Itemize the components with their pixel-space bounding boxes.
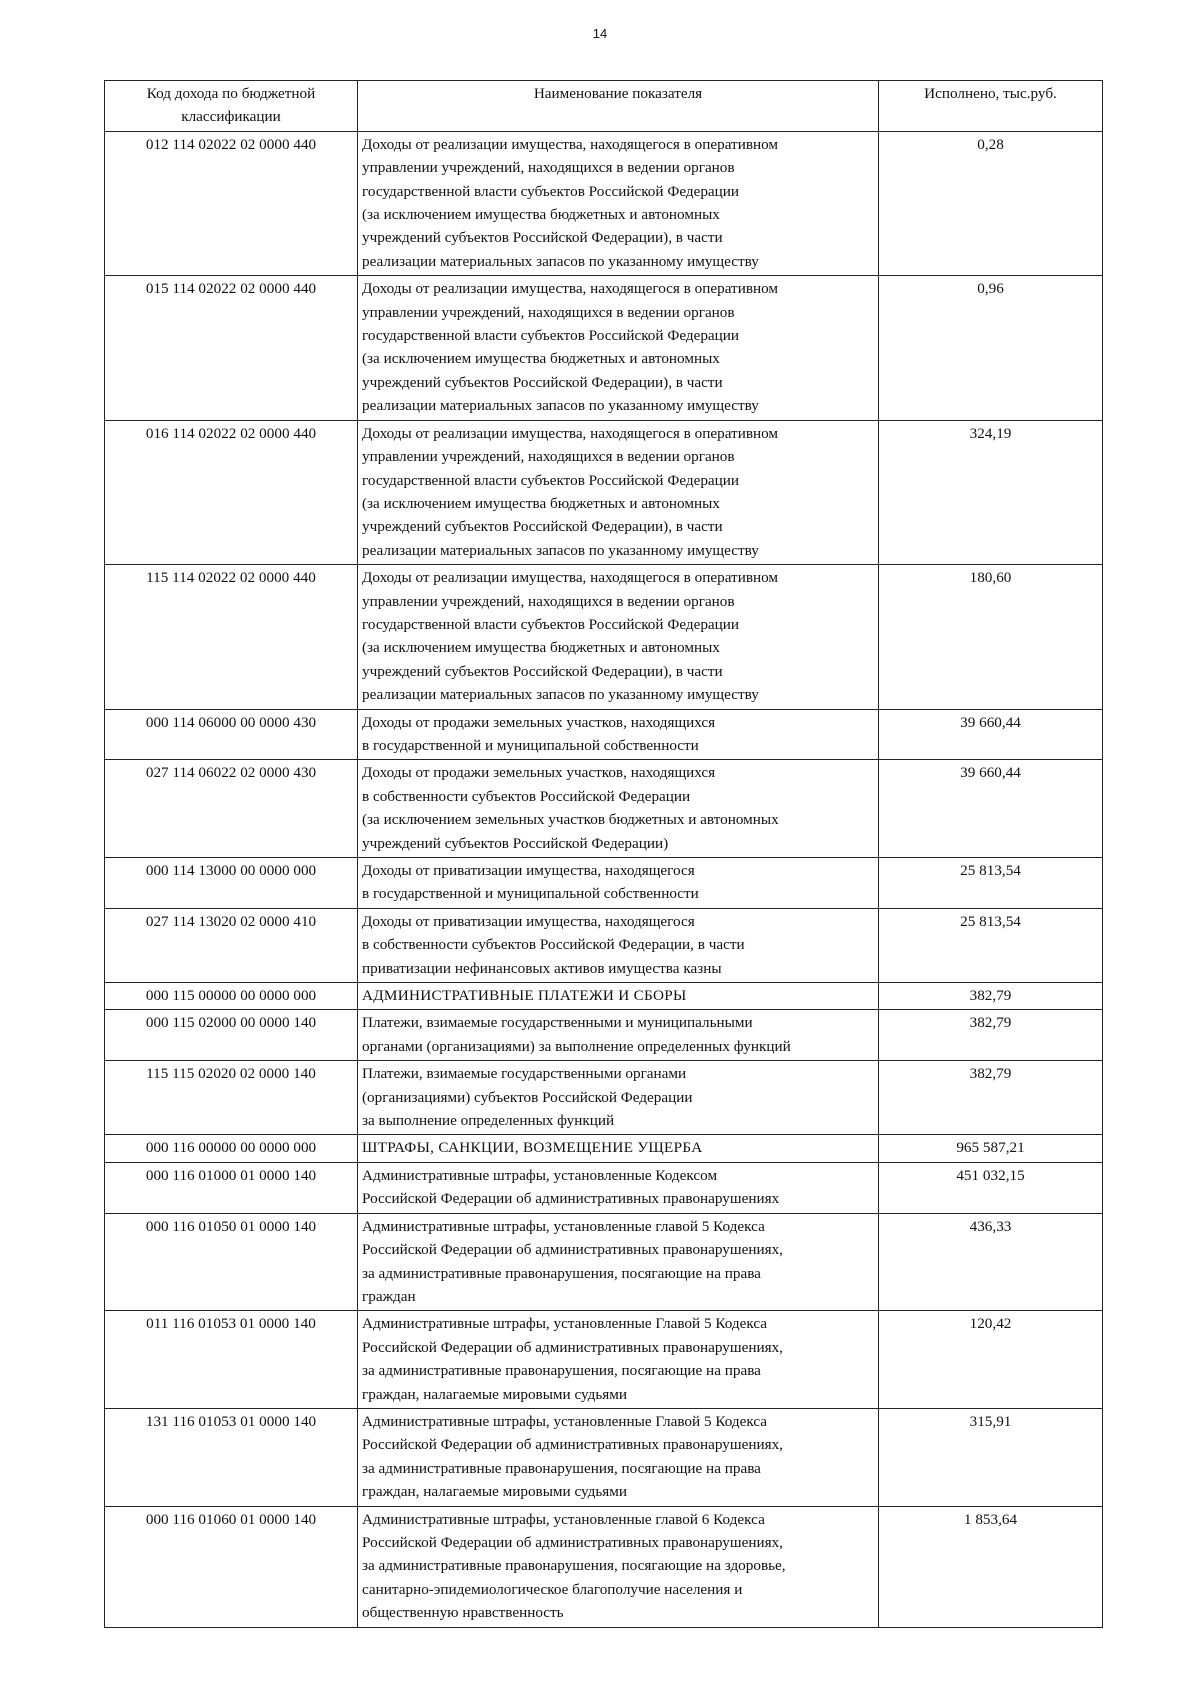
table-row [105,709,1103,760]
row-code: 011 116 01053 01 0000 140 [105,1311,358,1409]
row-value: 382,79 [879,1010,1103,1061]
header-name: Наименование показателя [358,81,879,132]
header-value: Исполнено, тыс.руб. [879,81,1103,132]
row-name: Доходы от продажи земельных участков, находящихся в собственности субъектов Российской Федерации (за исключением земельных участков бюджетных и автономных учреждений субъектов Российской Федерации) [358,760,879,858]
table-row [105,1010,1103,1061]
row-value: 0,96 [879,276,1103,420]
row-code: 115 114 02022 02 0000 440 [105,565,358,709]
row-name: Доходы от реализации имущества, находящегося в оперативном управлении учреждений, находящихся в ведении органов государственной власти субъектов Российской Федерации (за исключением имущества бюджетных и автономных учреждений субъектов Российской Федерации), в части реализации материальных запасов по указанному имуществу [358,565,879,709]
row-value: 25 813,54 [879,858,1103,909]
row-value: 451 032,15 [879,1162,1103,1213]
row-value: 120,42 [879,1311,1103,1409]
table-body [105,131,1103,1627]
row-name: Доходы от реализации имущества, находящегося в оперативном управлении учреждений, находящихся в ведении органов государственной власти субъектов Российской Федерации (за исключением имущества бюджетных и автономных учреждений субъектов Российской Федерации), в части реализации материальных запасов по указанному имуществу [358,420,879,564]
row-code: 000 114 13000 00 0000 000 [105,858,358,909]
table-row [105,1311,1103,1409]
table-header-row [105,81,1103,132]
row-name: Административные штрафы, установленные Главой 5 Кодекса Российской Федерации об административных правонарушениях, за административные правонарушения, посягающие на права граждан, налагаемые мировыми судьями [358,1408,879,1506]
row-name: ШТРАФЫ, САНКЦИИ, ВОЗМЕЩЕНИЕ УЩЕРБА [358,1135,879,1162]
row-value: 0,28 [879,131,1103,275]
row-name: Платежи, взимаемые государственными и муниципальными органами (организациями) за выполнение определенных функций [358,1010,879,1061]
row-code: 000 116 01050 01 0000 140 [105,1213,358,1311]
row-value: 382,79 [879,983,1103,1010]
row-name: Административные штрафы, установленные Кодексом Российской Федерации об административных правонарушениях [358,1162,879,1213]
table-row [105,1135,1103,1162]
row-value: 180,60 [879,565,1103,709]
table-row [105,1408,1103,1506]
row-value: 324,19 [879,420,1103,564]
page-number: 14 [592,26,608,41]
table-row [105,131,1103,275]
row-code: 115 115 02020 02 0000 140 [105,1061,358,1135]
table-row [105,760,1103,858]
table-row [105,1162,1103,1213]
row-code: 015 114 02022 02 0000 440 [105,276,358,420]
row-value: 382,79 [879,1061,1103,1135]
row-code: 131 116 01053 01 0000 140 [105,1408,358,1506]
row-name: Административные штрафы, установленные главой 6 Кодекса Российской Федерации об административных правонарушениях, за административные правонарушения, посягающие на здоровье, санитарно-эпидемиологическое благополучие населения и общественную нравственность [358,1506,879,1627]
table-row [105,1506,1103,1627]
row-code: 000 115 02000 00 0000 140 [105,1010,358,1061]
table-row [105,858,1103,909]
row-code: 016 114 02022 02 0000 440 [105,420,358,564]
table-row [105,565,1103,709]
row-name: Доходы от реализации имущества, находящегося в оперативном управлении учреждений, находящихся в ведении органов государственной власти субъектов Российской Федерации (за исключением имущества бюджетных и автономных учреждений субъектов Российской Федерации), в части реализации материальных запасов по указанному имуществу [358,131,879,275]
row-name: Платежи, взимаемые государственными органами (организациями) субъектов Российской Федерации за выполнение определенных функций [358,1061,879,1135]
row-name: АДМИНИСТРАТИВНЫЕ ПЛАТЕЖИ И СБОРЫ [358,983,879,1010]
row-value: 39 660,44 [879,709,1103,760]
row-name: Административные штрафы, установленные главой 5 Кодекса Российской Федерации об административных правонарушениях, за административные правонарушения, посягающие на права граждан [358,1213,879,1311]
row-value: 965 587,21 [879,1135,1103,1162]
row-code: 027 114 06022 02 0000 430 [105,760,358,858]
row-code: 027 114 13020 02 0000 410 [105,908,358,982]
table-row [105,1061,1103,1135]
row-name: Доходы от приватизации имущества, находящегося в собственности субъектов Российской Федерации, в части приватизации нефинансовых активов имущества казны [358,908,879,982]
row-value: 315,91 [879,1408,1103,1506]
row-code: 012 114 02022 02 0000 440 [105,131,358,275]
row-name: Административные штрафы, установленные Главой 5 Кодекса Российской Федерации об административных правонарушениях, за административные правонарушения, посягающие на права граждан, налагаемые мировыми судьями [358,1311,879,1409]
row-value: 436,33 [879,1213,1103,1311]
row-code: 000 114 06000 00 0000 430 [105,709,358,760]
row-value: 1 853,64 [879,1506,1103,1627]
table-row [105,908,1103,982]
row-code: 000 116 01000 01 0000 140 [105,1162,358,1213]
table-row [105,276,1103,420]
row-name: Доходы от продажи земельных участков, находящихся в государственной и муниципальной собственности [358,709,879,760]
row-code: 000 116 01060 01 0000 140 [105,1506,358,1627]
table-row [105,983,1103,1010]
header-code: Код дохода по бюджетной классификации [105,81,358,132]
row-name: Доходы от приватизации имущества, находящегося в государственной и муниципальной собственности [358,858,879,909]
table-row [105,420,1103,564]
row-name: Доходы от реализации имущества, находящегося в оперативном управлении учреждений, находящихся в ведении органов государственной власти субъектов Российской Федерации (за исключением имущества бюджетных и автономных учреждений субъектов Российской Федерации), в части реализации материальных запасов по указанному имуществу [358,276,879,420]
row-value: 39 660,44 [879,760,1103,858]
revenue-table [104,80,1103,1628]
row-value: 25 813,54 [879,908,1103,982]
table-row [105,1213,1103,1311]
row-code: 000 116 00000 00 0000 000 [105,1135,358,1162]
row-code: 000 115 00000 00 0000 000 [105,983,358,1010]
